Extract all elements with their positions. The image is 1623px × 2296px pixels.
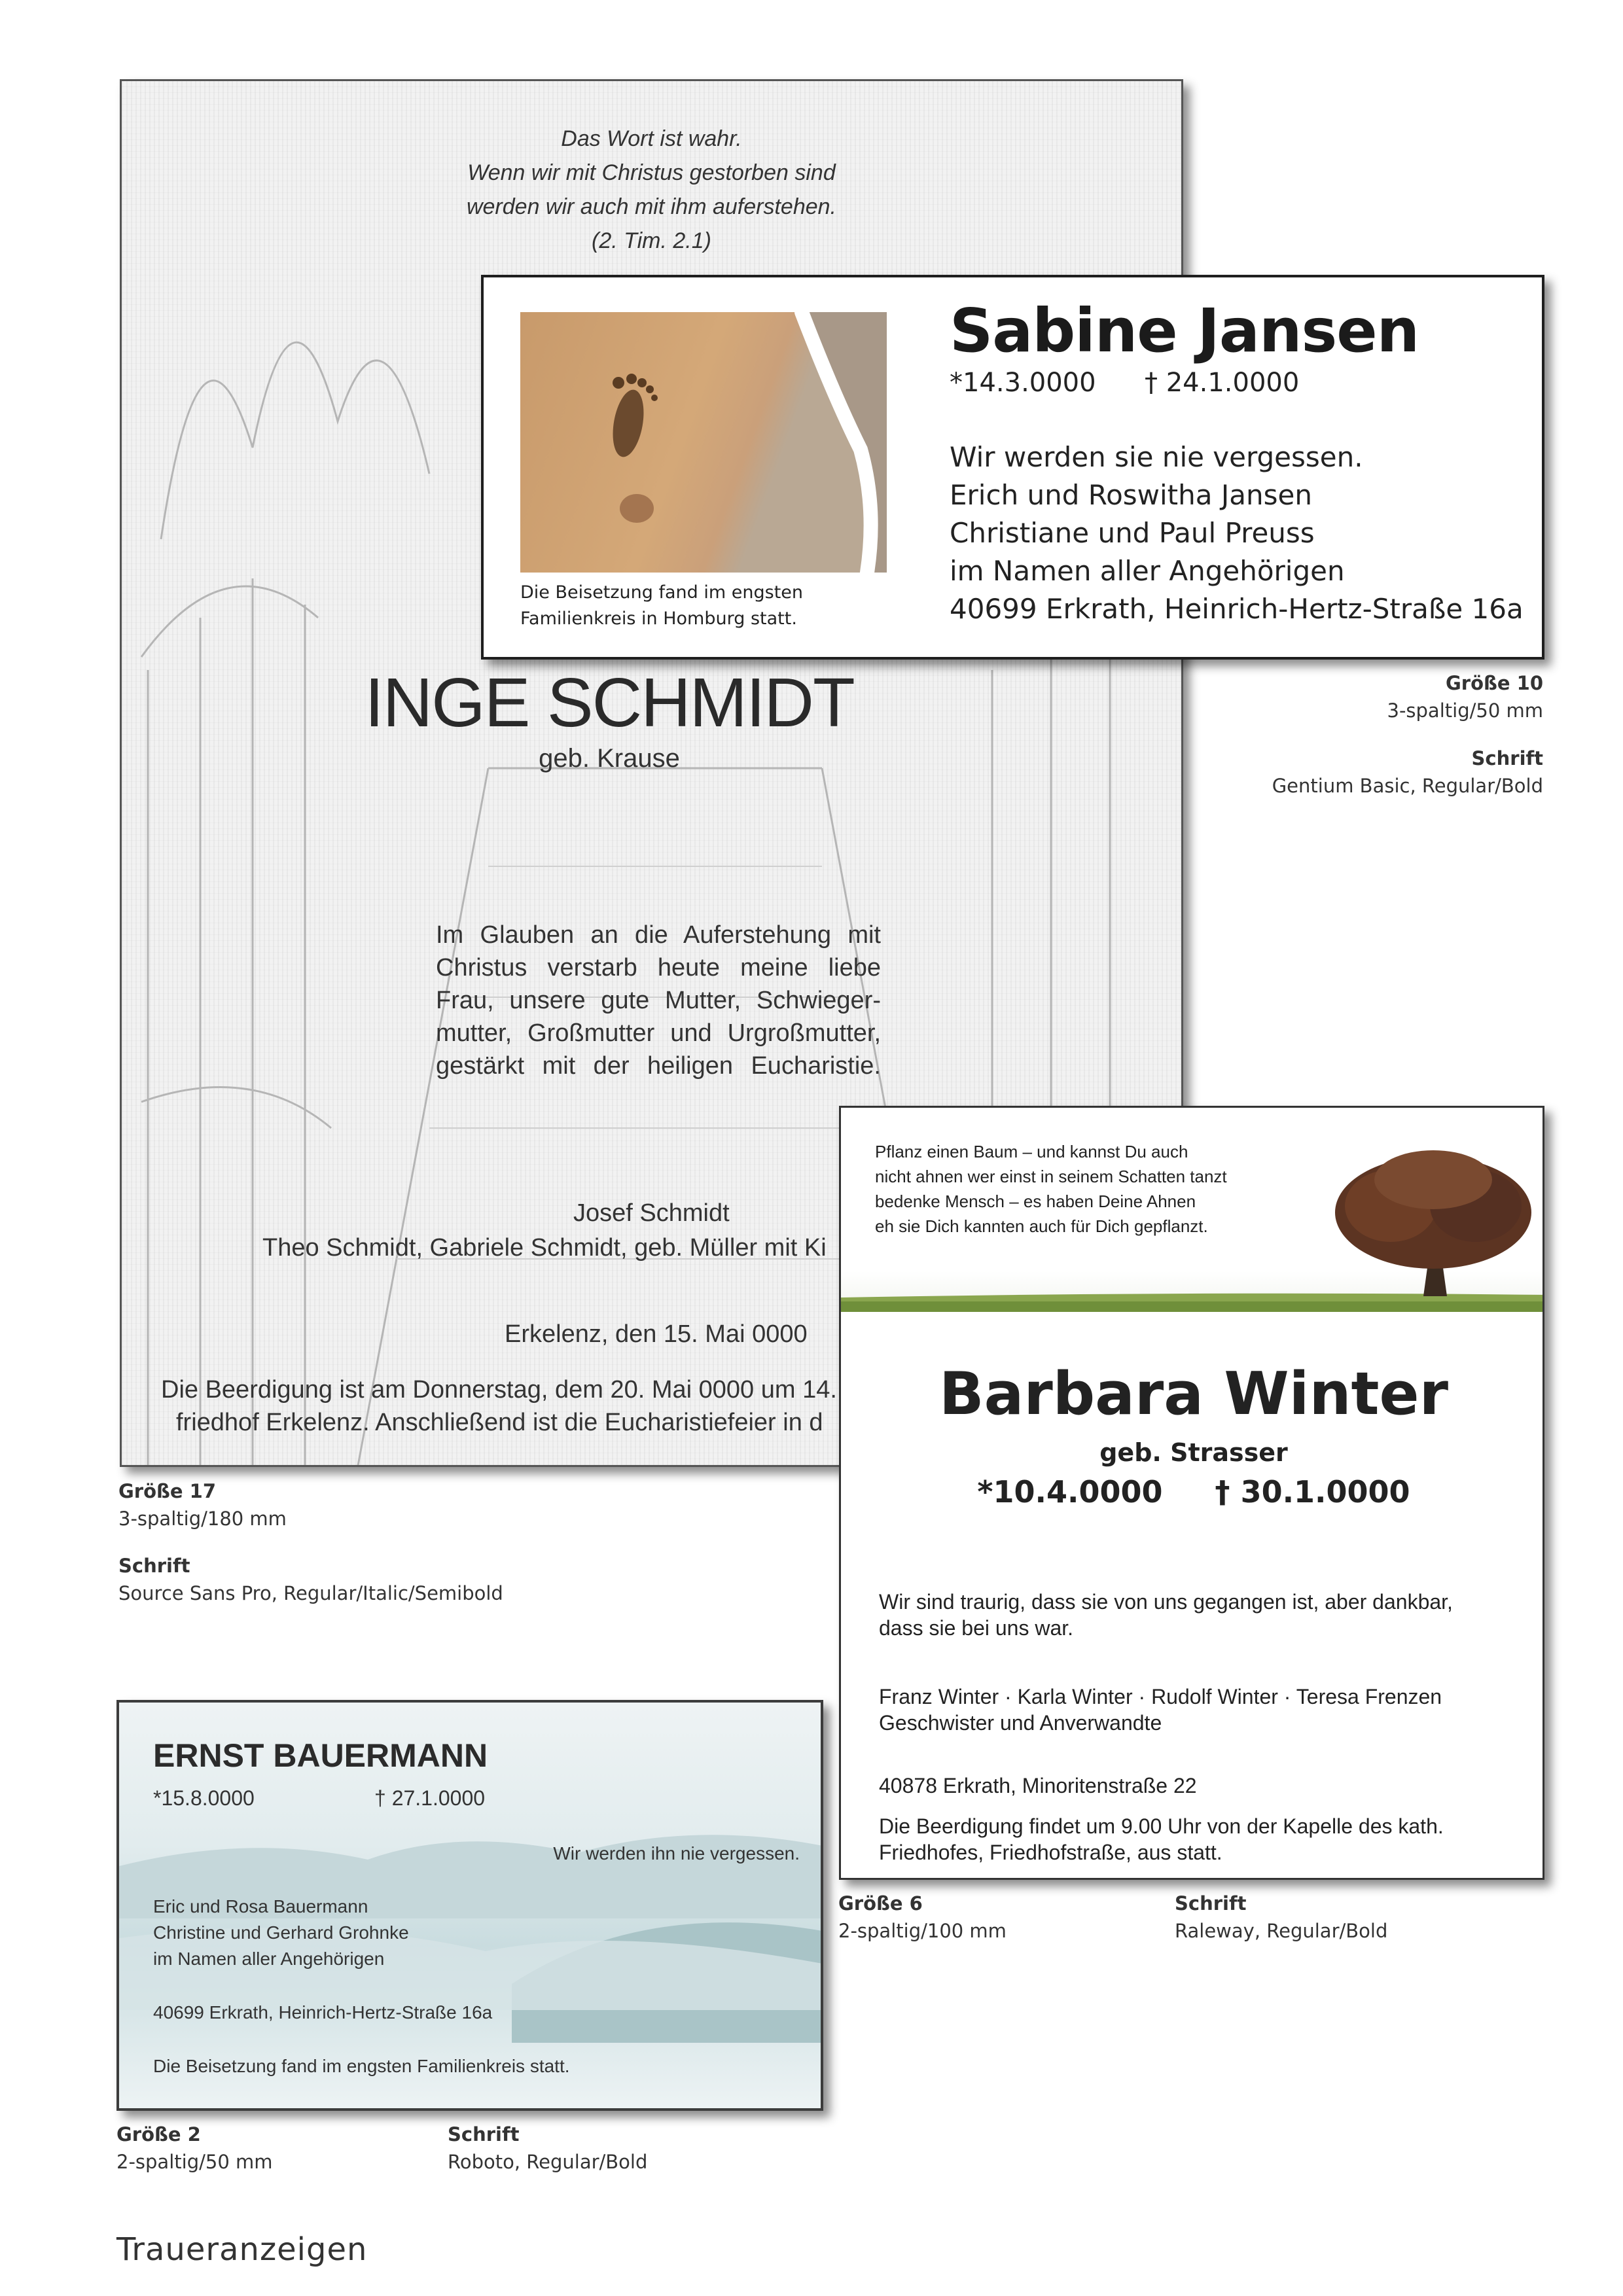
- text-line: Christiane und Paul Preuss: [950, 517, 1315, 549]
- birth-date: *15.8.0000: [153, 1786, 255, 1810]
- text-line: gestärkt mit der heiligen Eucharistie.: [436, 1052, 881, 1080]
- text-line: Wir sind traurig, dass sie von uns gegangen ist, aber dankbar,: [879, 1590, 1453, 1614]
- burial-info: Die Beisetzung fand im engsten Familienkreis statt.: [153, 2056, 570, 2076]
- mourner-line: Theo Schmidt, Gabriele Schmidt, geb. Müller mit Ki: [262, 1234, 827, 1262]
- obituary-text: [879, 1589, 1453, 1641]
- address: 40699 Erkrath, Heinrich-Hertz-Straße 16a: [153, 2002, 493, 2022]
- verse-line: Das Wort ist wahr.: [561, 126, 742, 151]
- funeral-line: friedhof Erkelenz. Anschließend ist die Eucharistiefeier in d: [176, 1409, 823, 1436]
- size-label: Größe 10: [1445, 672, 1543, 694]
- funeral-line: Friedhofes, Friedhofstraße, aus statt.: [879, 1841, 1222, 1864]
- size-value: 3-spaltig/180 mm: [118, 1508, 287, 1530]
- font-label: Schrift: [1175, 1892, 1247, 1915]
- caption-line: Familienkreis in Homburg statt.: [520, 609, 797, 629]
- maiden-name: geb. Krause: [539, 744, 680, 773]
- size-label: Größe 17: [118, 1480, 217, 1502]
- birth-date: *14.3.0000: [950, 368, 1096, 398]
- verse-line: werden wir auch mit ihm auferstehen.: [466, 194, 837, 219]
- quote-line: nicht ahnen wer einst in seinem Schatten tanzt: [875, 1167, 1227, 1186]
- font-label: Schrift: [1471, 747, 1543, 769]
- funeral-line: Die Beerdigung ist am Donnerstag, dem 20. Mai 0000 um 14.: [161, 1376, 837, 1404]
- deceased-name: ERNST BAUERMANN: [153, 1737, 488, 1774]
- size-value: 2-spaltig/50 mm: [116, 2151, 273, 2173]
- footprint-photo: [520, 312, 887, 573]
- mourner-line: Josef Schmidt: [573, 1199, 730, 1227]
- deceased-name: Barbara Winter: [939, 1360, 1448, 1428]
- font-value: Source Sans Pro, Regular/Italic/Semibold: [118, 1582, 503, 1604]
- size-label: Größe 6: [838, 1892, 923, 1915]
- mourners: [153, 1894, 409, 1972]
- text-line: Im Glauben an die Auferstehung mit: [436, 921, 881, 949]
- text-line: mutter, Großmutter und Urgroßmutter,: [436, 1019, 881, 1047]
- quote-line: Pflanz einen Baum – und kannst Du auch: [875, 1142, 1188, 1161]
- text-line: im Namen aller Angehörigen: [950, 555, 1345, 587]
- place-date: Erkelenz, den 15. Mai 0000: [505, 1320, 808, 1348]
- obituary-barbara-winter: [839, 1106, 1544, 1880]
- page-footer-title: Traueranzeigen: [116, 2231, 368, 2268]
- text-line: Erich und Roswitha Jansen: [950, 479, 1312, 511]
- mourner-line: Eric und Rosa Bauermann: [153, 1896, 368, 1916]
- font-value: Roboto, Regular/Bold: [448, 2151, 648, 2173]
- mourner-line: Franz Winter · Karla Winter · Rudolf Winter · Teresa Frenzen: [879, 1685, 1442, 1708]
- text-line: dass sie bei uns war.: [879, 1616, 1074, 1640]
- quote-line: bedenke Mensch – es haben Deine Ahnen: [875, 1192, 1196, 1211]
- deceased-name: Sabine Jansen: [950, 296, 1419, 366]
- font-value: Gentium Basic, Regular/Bold: [1272, 775, 1543, 797]
- bible-verse: [122, 122, 1181, 258]
- mourner-line: Christine und Gerhard Grohnke: [153, 1922, 409, 1943]
- obituary-sabine-jansen: [481, 275, 1544, 660]
- mourner-line: Geschwister und Anverwandte: [879, 1711, 1162, 1735]
- funeral-line: Die Beerdigung findet um 9.00 Uhr von der Kapelle des kath.: [879, 1814, 1444, 1838]
- maiden-name: geb. Strasser: [1099, 1438, 1288, 1467]
- text-line: Christus verstarb heute meine liebe: [436, 954, 881, 981]
- font-label: Schrift: [448, 2123, 520, 2146]
- mourners-block: [950, 438, 1524, 628]
- remember-line: Wir werden ihn nie vergessen.: [553, 1843, 800, 1863]
- verse-line: Wenn wir mit Christus gestorben sind: [467, 160, 836, 185]
- funeral-info: [879, 1813, 1444, 1865]
- death-date: † 24.1.0000: [1145, 368, 1300, 398]
- size-label: Größe 2: [116, 2123, 201, 2146]
- death-date: † 27.1.0000: [374, 1786, 486, 1810]
- obituary-ernst-bauermann: [116, 1700, 823, 2111]
- burial-caption: [520, 580, 803, 632]
- obituary-text: [436, 919, 881, 1082]
- size-value: 2-spaltig/100 mm: [838, 1920, 1007, 1942]
- mourners: [879, 1684, 1442, 1736]
- footprint-image: [520, 312, 887, 573]
- quote-line: eh sie Dich kannten auch für Dich gepflanzt.: [875, 1216, 1208, 1236]
- text-line: Wir werden sie nie vergessen.: [950, 441, 1363, 473]
- font-label: Schrift: [118, 1555, 190, 1577]
- text-line: 40699 Erkrath, Heinrich-Hertz-Straße 16a: [950, 593, 1524, 625]
- verse-line: (2. Tim. 2.1): [592, 228, 711, 253]
- deceased-name: INGE SCHMIDT: [365, 664, 854, 741]
- tree-quote: [875, 1139, 1227, 1239]
- font-value: Raleway, Regular/Bold: [1175, 1920, 1388, 1942]
- mourner-line: im Namen aller Angehörigen: [153, 1949, 385, 1969]
- size-value: 3-spaltig/50 mm: [1387, 699, 1543, 722]
- caption-line: Die Beisetzung fand im engsten: [520, 582, 804, 603]
- address: 40878 Erkrath, Minoritenstraße 22: [879, 1774, 1197, 1797]
- life-dates: *10.4.0000 † 30.1.0000: [977, 1474, 1410, 1510]
- text-line: Frau, unsere gute Mutter, Schwieger-: [436, 987, 881, 1014]
